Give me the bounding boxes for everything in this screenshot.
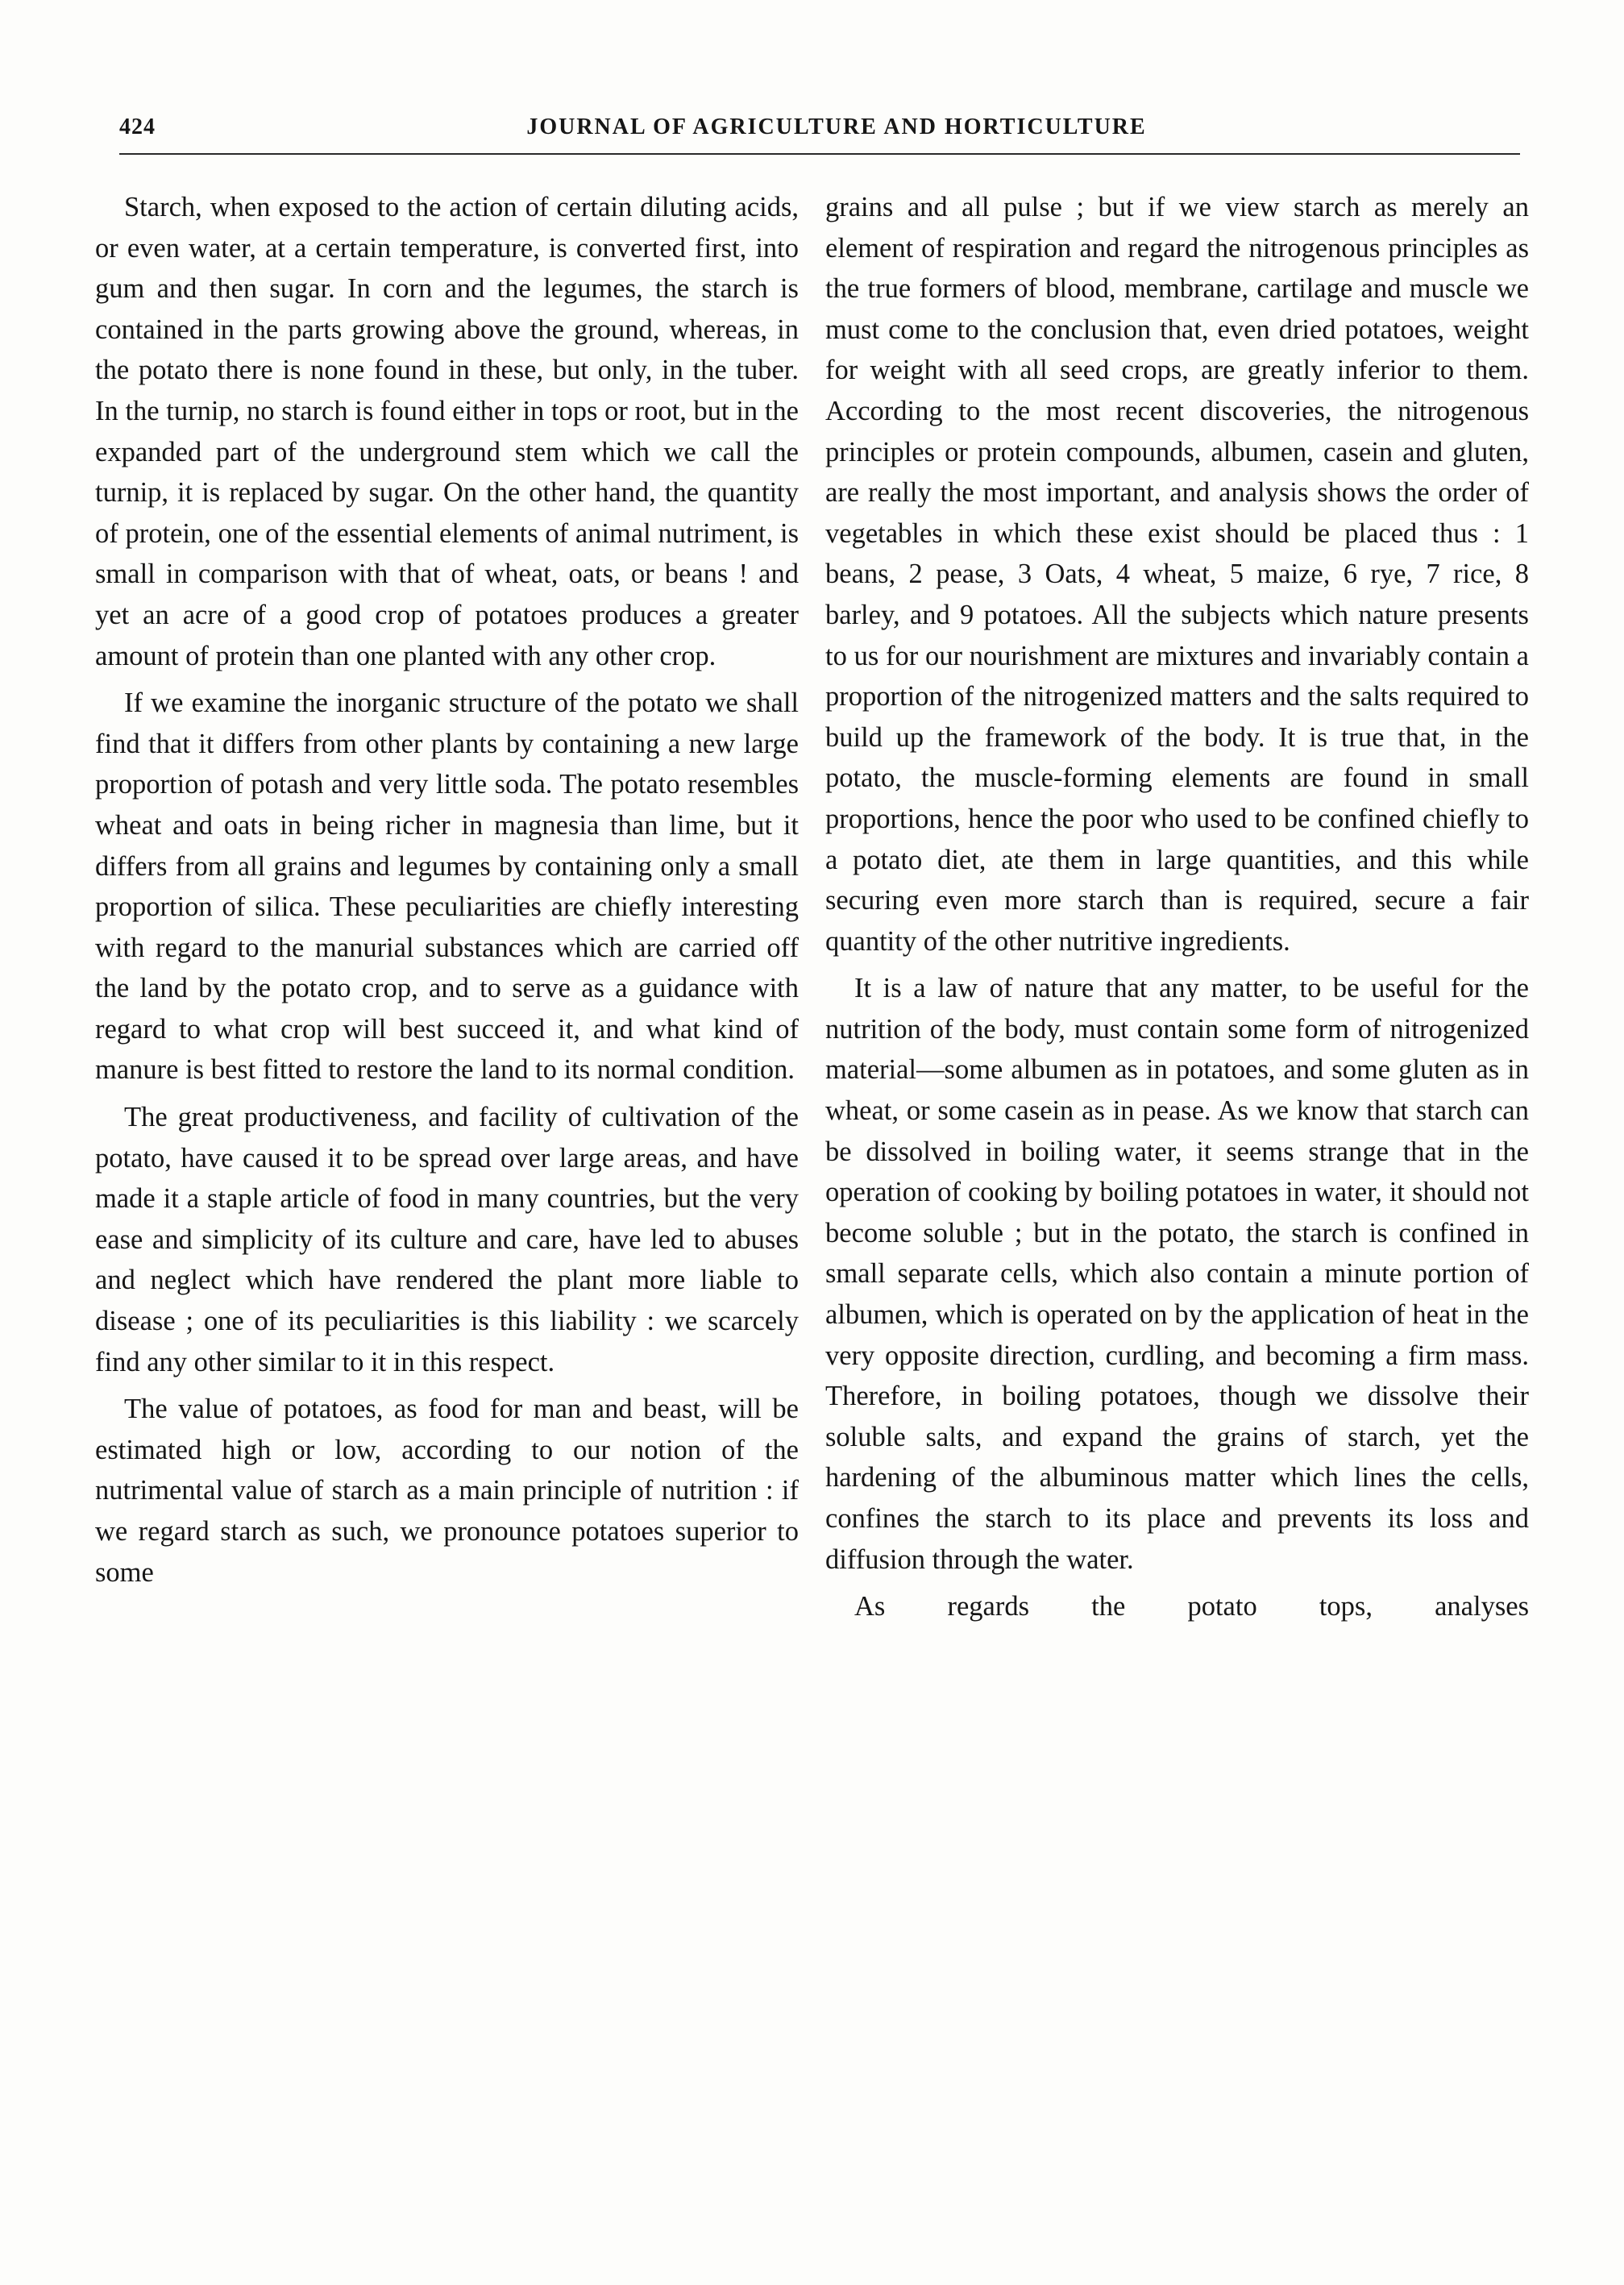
running-title: JOURNAL OF AGRICULTURE AND HORTICULTURE: [526, 114, 1147, 139]
paragraph: Starch, when exposed to the action of certain diluting acids, or even water, at a certain temperature, is converted first, into gum and then sugar. In corn and the legumes, the starch is contained in the parts growing above the ground, whereas, in the potato there is none found in these, but only, in the tuber. In the turnip, no starch is found either in tops or root, but in the expanded part of the underground stem which we call the turnip, it is replaced by sugar. On the other hand, the quantity of protein, one of the essential elements of animal nutriment, is small in comparison with that of wheat, oats, or beans ! and yet an acre of a good crop of potatoes produces a greater amount of protein than one planted with any other crop.: [95, 192, 799, 671]
paragraph: If we examine the inorganic structure of the potato we shall find that it differs from other plants by containing a new large proportion of potash and very little soda. The potato resembles wheat and oats in being richer in magnesia than lime, but it differs from all grains and legumes by containing only a small proportion of silica. These peculiarities are chiefly interesting with regard to the manurial substances which are carried off the land by the potato crop, and to serve as a guidance with regard to what crop will best succeed it, and what kind of manure is best fitted to restore the land to its normal condition.: [95, 688, 799, 1086]
left-column: [95, 187, 799, 2218]
paragraph: As regards the potato tops, analyses: [854, 1591, 1529, 1622]
page-header: [119, 110, 1522, 150]
paragraph: grains and all pulse ; but if we view starch as merely an element of respiration and regard the nitrogenous principles as the true formers of blood, membrane, cartilage and muscle we must come to the conclusion that, even dried potatoes, weight for weight with all seed crops, are greatly inferior to them. According to the most recent discoveries, the nitrogenous principles or protein compounds, albumen, casein and gluten, are really the most important, and analysis shows the order of vegetables in which these exist should be placed thus : 1 beans, 2 pease, 3 Oats, 4 wheat, 5 maize, 6 rye, 7 rice, 8 barley, and 9 potatoes. All the subjects which nature presents to us for our nourishment are mixtures and invariably contain a proportion of the nitrogenized matters and the salts required to build up the framework of the body. It is true that, in the potato, the muscle-forming elements are found in small proportions, hence the poor who used to be confined chiefly to a potato diet, ate them in large quantities, and this while securing even more starch than is required, secure a fair quantity of the other nutritive ingredients.: [825, 192, 1529, 957]
paragraph: It is a law of nature that any matter, to be useful for the nutrition of the body, must contain some form of nitrogenized material—some albumen as in potatoes, and some gluten as in wheat, or some casein as in pease. As we know that starch can be dissolved in boiling water, it seems strange that in the operation of cooking by boiling potatoes in water, it should not become soluble ; but in the potato, the starch is confined in small separate cells, which also contain a minute portion of albumen, which is operated on by the application of heat in the very opposite direction, curdling, and becoming a firm mass. Therefore, in boiling potatoes, though we dissolve their soluble salts, and expand the grains of starch, yet the hardening of the albuminous matter which lines the cells, confines the starch to its place and prevents its loss and diffusion through the water.: [825, 973, 1529, 1575]
paragraph: The value of potatoes, as food for man and beast, will be estimated high or low, according to our notion of the nutrimental value of starch as a main principle of nutrition : if we regard starch as such, we pronounce potatoes superior to some: [95, 1394, 799, 1588]
page-number: 424: [119, 114, 156, 139]
header-rule: [119, 153, 1520, 155]
right-column: [825, 187, 1529, 2218]
paragraph: The great productiveness, and facility of cultivation of the potato, have caused it to be spread over large areas, and have made it a staple article of food in many countries, but the very ease and simplicity of its culture and care, have led to abuses and neglect which have rendered the plant more liable to disease ; one of its peculiarities is this liability : we scarcely find any other similar to it in this respect.: [95, 1102, 799, 1377]
